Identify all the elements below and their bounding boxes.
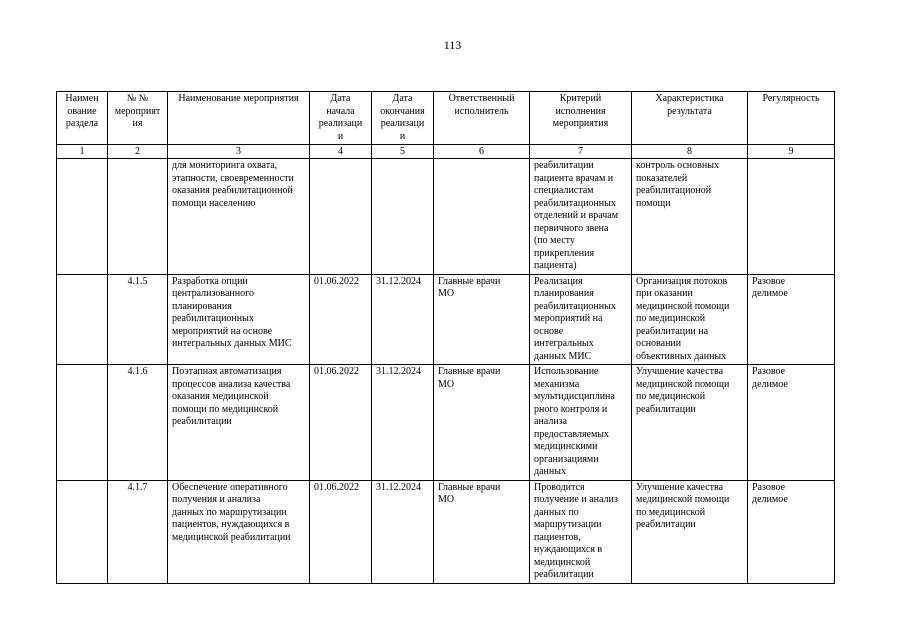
- column-number: 3: [168, 145, 310, 159]
- header-criterion: Критерий исполнения мероприятия: [530, 92, 632, 145]
- activities-table: [56, 91, 835, 584]
- column-number: 9: [748, 145, 835, 159]
- start-date-cell: 01.06.2022: [310, 274, 372, 365]
- start-date-cell: 01.06.2022: [310, 365, 372, 481]
- result-cell: Организация потоков при оказании медицинской помощи по медицинской реабилитации на основании объективных данных: [632, 274, 748, 365]
- section-cell: [57, 274, 108, 365]
- section-cell: [57, 365, 108, 481]
- responsible-cell: Главные врачи МО: [434, 480, 530, 583]
- activity-name-cell: Обеспечение оперативного получения и анализа данных по маршрутизации пациентов, нуждающихся в медицинской реабилитации: [168, 480, 310, 583]
- regularity-cell: Разовое делимое: [748, 274, 835, 365]
- column-number-row: [57, 145, 835, 159]
- result-cell: Улучшение качества медицинской помощи по медицинской реабилитации: [632, 365, 748, 481]
- end-date-cell: 31.12.2024: [372, 480, 434, 583]
- header-row: [57, 92, 835, 145]
- start-date-cell: [310, 159, 372, 275]
- column-number: 6: [434, 145, 530, 159]
- header-regularity: Регулярность: [748, 92, 835, 145]
- criterion-cell: Проводится получение и анализ данных по маршрутизации пациентов, нуждающихся в медицинской реабилитации: [530, 480, 632, 583]
- header-start-date: Дата начала реализаци и: [310, 92, 372, 145]
- header-end-date: Дата окончания реализаци и: [372, 92, 434, 145]
- table-row: [57, 480, 835, 583]
- column-number: 1: [57, 145, 108, 159]
- activity-name-cell: Поэтапная автоматизация процессов анализа качества оказания медицинской помощи по медицинской реабилитации: [168, 365, 310, 481]
- column-number: 8: [632, 145, 748, 159]
- number-cell: 4.1.6: [108, 365, 168, 481]
- regularity-cell: [748, 159, 835, 275]
- regularity-cell: Разовое делимое: [748, 365, 835, 481]
- result-cell: Улучшение качества медицинской помощи по медицинской реабилитации: [632, 480, 748, 583]
- activity-name-cell: Разработка опции централизованного планирования реабилитационных мероприятий на основе интегральных данных МИС: [168, 274, 310, 365]
- responsible-cell: [434, 159, 530, 275]
- start-date-cell: 01.06.2022: [310, 480, 372, 583]
- table-row: [57, 159, 835, 275]
- number-cell: 4.1.5: [108, 274, 168, 365]
- section-cell: [57, 159, 108, 275]
- column-number: 7: [530, 145, 632, 159]
- header-number: № № мероприят ия: [108, 92, 168, 145]
- number-cell: [108, 159, 168, 275]
- responsible-cell: Главные врачи МО: [434, 365, 530, 481]
- column-number: 4: [310, 145, 372, 159]
- section-cell: [57, 480, 108, 583]
- number-cell: 4.1.7: [108, 480, 168, 583]
- header-activity-name: Наименование мероприятия: [168, 92, 310, 145]
- responsible-cell: Главные врачи МО: [434, 274, 530, 365]
- header-responsible: Ответственный исполнитель: [434, 92, 530, 145]
- criterion-cell: реабилитации пациента врачам и специалистам реабилитационных отделений и врачам первичного звена (по месту прикрепления пациента): [530, 159, 632, 275]
- page-number: 113: [443, 38, 462, 52]
- header-result: Характеристика результата: [632, 92, 748, 145]
- criterion-cell: Использование механизма мультидисциплина рного контроля и анализа предоставляемых медицинскими организациями данных: [530, 365, 632, 481]
- activity-name-cell: для мониторинга охвата, этапности, своевременности оказания реабилитационной помощи населению: [168, 159, 310, 275]
- regularity-cell: Разовое делимое: [748, 480, 835, 583]
- header-section: Наимен ование раздела: [57, 92, 108, 145]
- table-row: [57, 274, 835, 365]
- result-cell: контроль основных показателей реабилитационой помощи: [632, 159, 748, 275]
- end-date-cell: [372, 159, 434, 275]
- end-date-cell: 31.12.2024: [372, 365, 434, 481]
- column-number: 2: [108, 145, 168, 159]
- criterion-cell: Реализация планирования реабилитационных мероприятий на основе интегральных данных МИС: [530, 274, 632, 365]
- table-row: [57, 365, 835, 481]
- column-number: 5: [372, 145, 434, 159]
- end-date-cell: 31.12.2024: [372, 274, 434, 365]
